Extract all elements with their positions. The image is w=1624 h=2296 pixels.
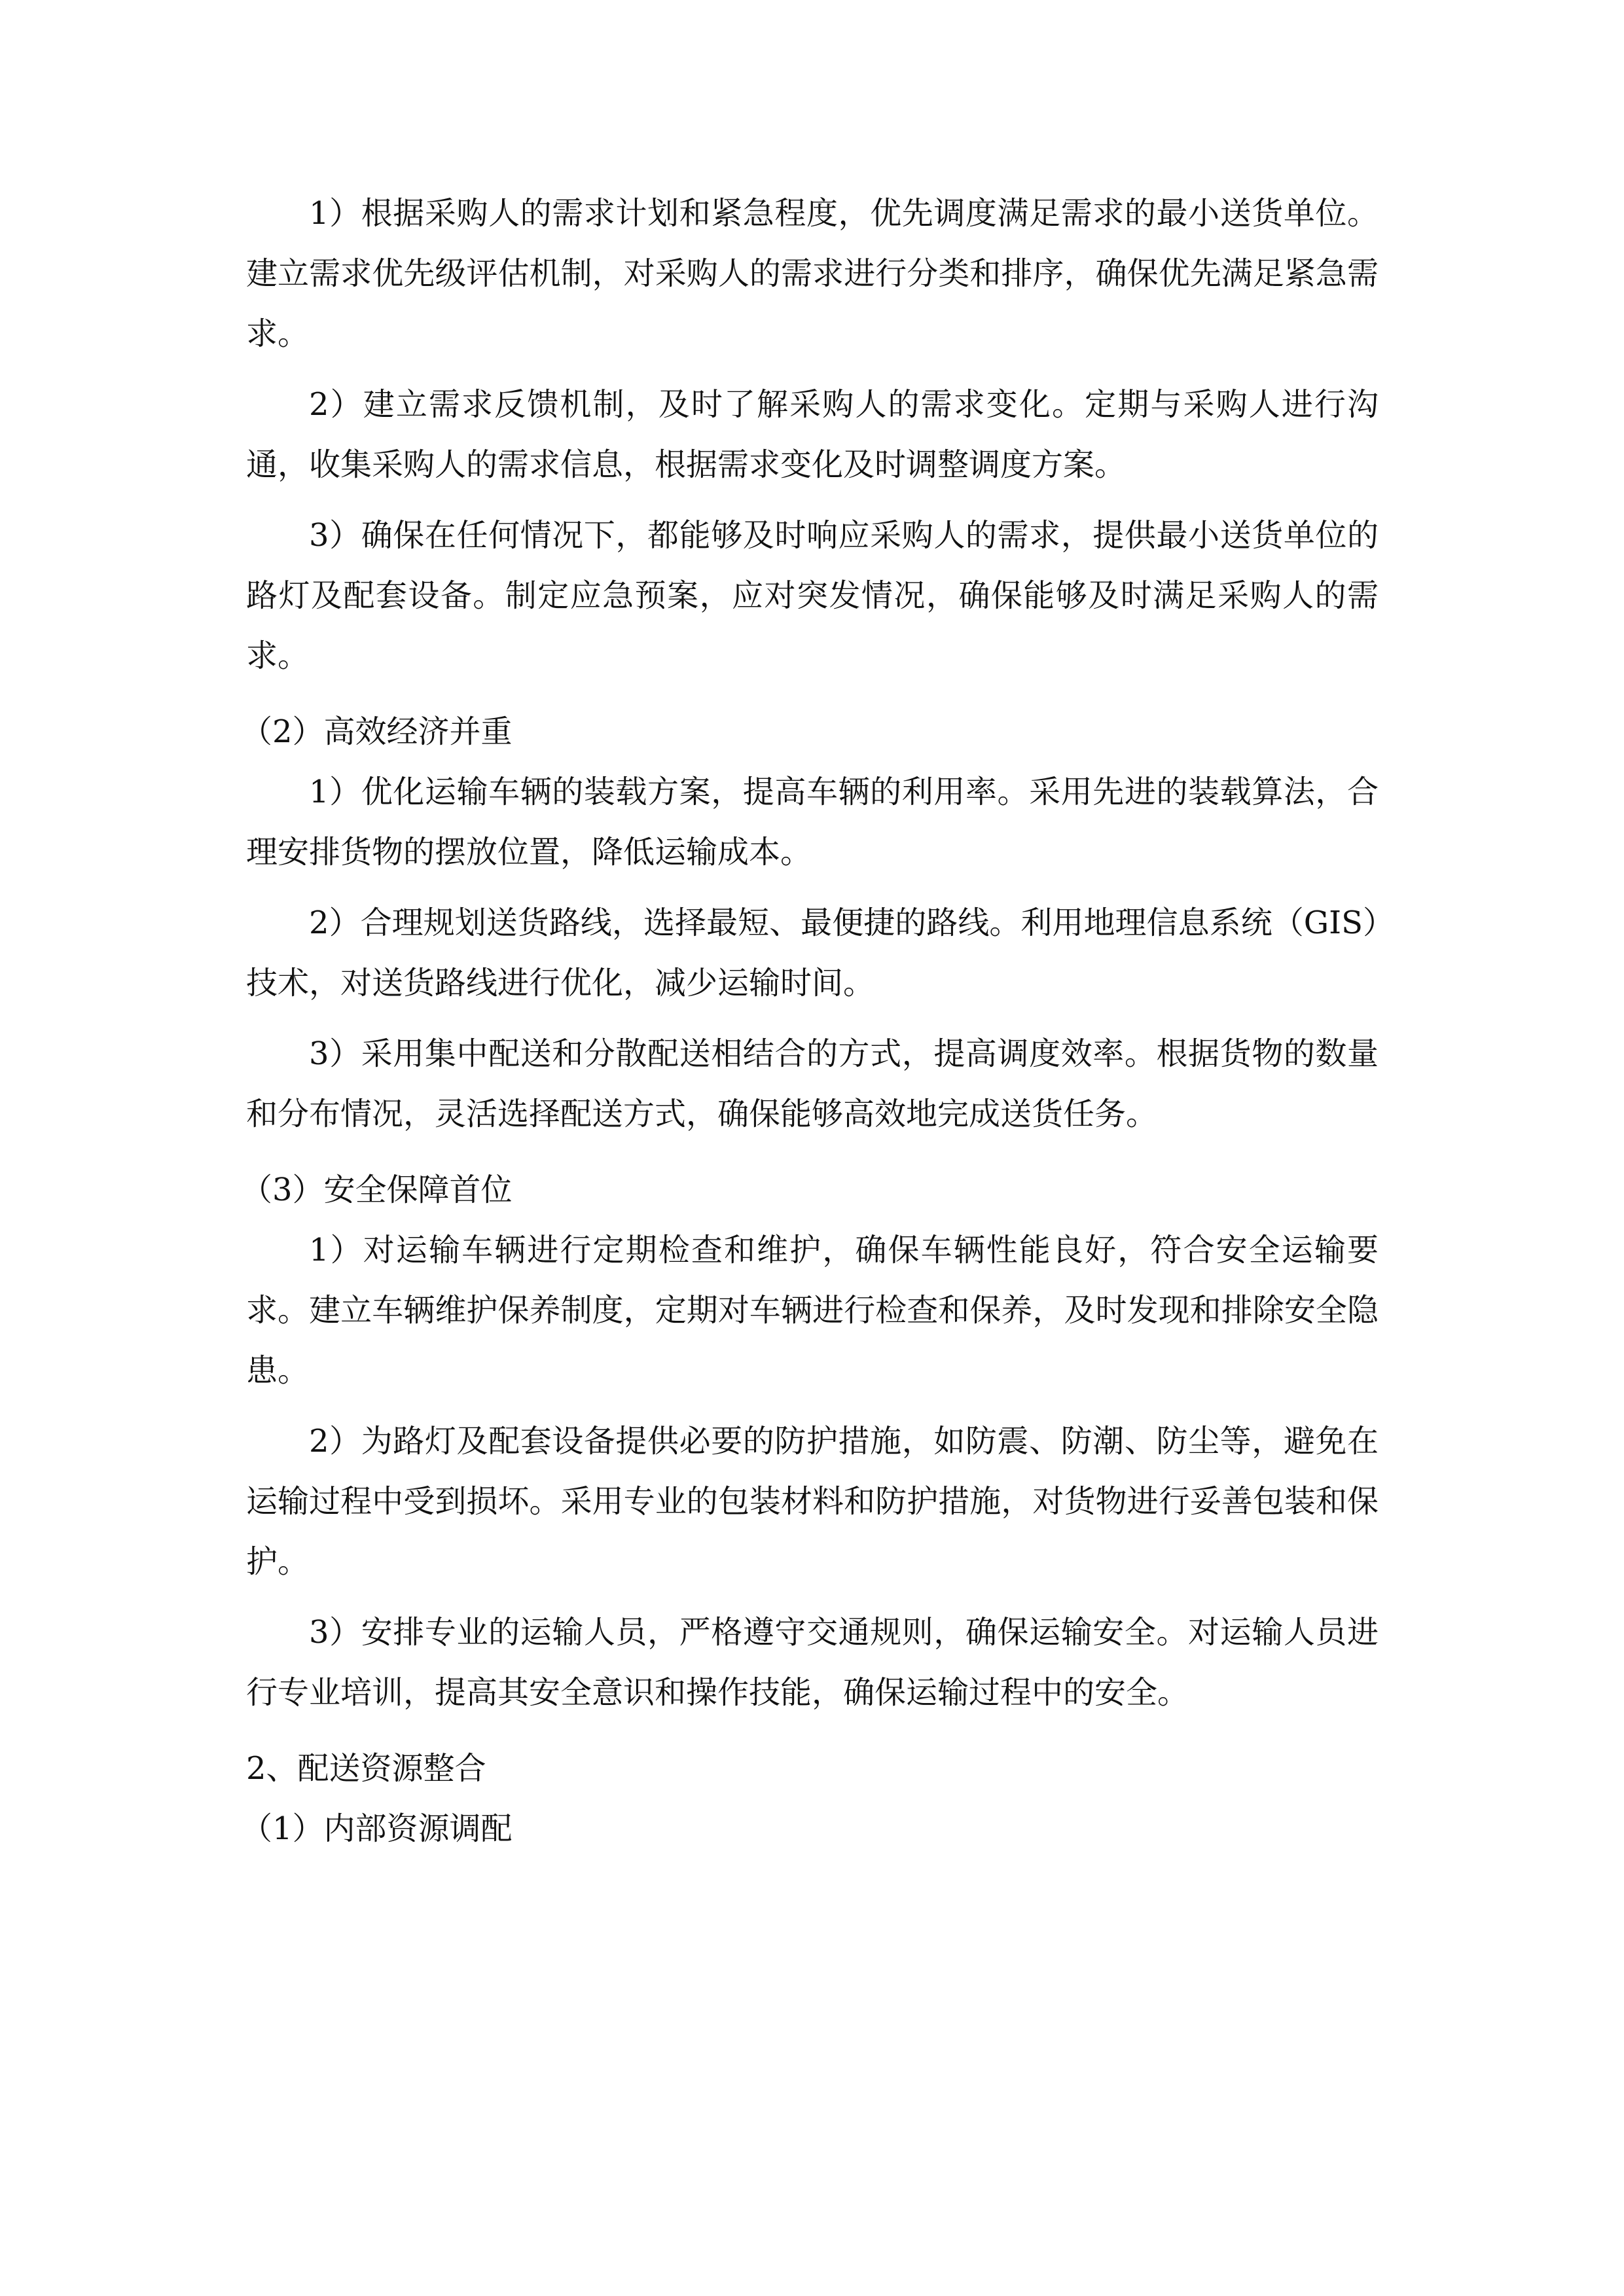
- paragraph-route-planning: 2）合理规划送货路线，选择最短、最便捷的路线。利用地理信息系统（GIS）技术，对送货路线进行优化，减少运输时间。: [246, 905, 1379, 1001]
- paragraph-distribution-mode: 3）采用集中配送和分散配送相结合的方式，提高调度效率。根据货物的数量和分布情况，灵活选择配送方式，确保能够高效地完成送货任务。: [246, 1035, 1379, 1132]
- paragraph-transport-personnel: 3）安排专业的运输人员，严格遵守交通规则，确保运输安全。对运输人员进行专业培训，提高其安全意识和操作技能，确保运输过程中的安全。: [246, 1614, 1379, 1711]
- subsection-heading-internal-allocation: （1）内部资源调配: [241, 1810, 513, 1847]
- section-heading-resource-integration: 2、配送资源整合: [246, 1750, 486, 1787]
- document-page: [241, 183, 1379, 1859]
- paragraph-vehicle-maintenance: 1）对运输车辆进行定期检查和维护，确保车辆性能良好，符合安全运输要求。建立车辆维护保养制度，定期对车辆进行检查和保养，及时发现和排除安全隐患。: [246, 1232, 1379, 1389]
- paragraph-equipment-protection: 2）为路灯及配套设备提供必要的防护措施，如防震、防潮、防尘等，避免在运输过程中受到损坏。采用专业的包装材料和防护措施，对货物进行妥善包装和保护。: [246, 1423, 1379, 1580]
- section-heading-safety: （3）安全保障首位: [241, 1172, 513, 1208]
- paragraph-priority-scheduling: 1）根据采购人的需求计划和紧急程度，优先调度满足需求的最小送货单位。建立需求优先级评估机制，对采购人的需求进行分类和排序，确保优先满足紧急需求。: [246, 195, 1379, 352]
- paragraph-loading-optimization: 1）优化运输车辆的装载方案，提高车辆的利用率。采用先进的装载算法，合理安排货物的摆放位置，降低运输成本。: [246, 774, 1379, 870]
- section-heading-efficiency: （2）高效经济并重: [241, 713, 513, 750]
- paragraph-feedback-mechanism: 2）建立需求反馈机制，及时了解采购人的需求变化。定期与采购人进行沟通，收集采购人的需求信息，根据需求变化及时调整调度方案。: [246, 386, 1379, 483]
- paragraph-emergency-response: 3）确保在任何情况下，都能够及时响应采购人的需求，提供最小送货单位的路灯及配套设备。制定应急预案，应对突发情况，确保能够及时满足采购人的需求。: [246, 517, 1379, 674]
